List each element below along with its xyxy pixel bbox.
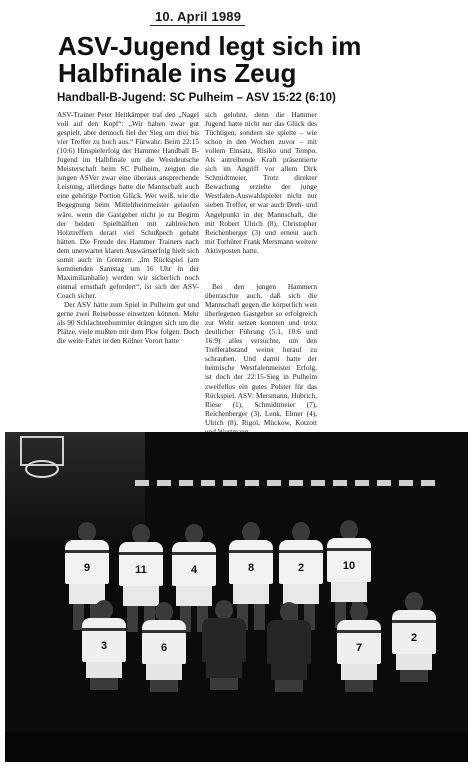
- team-photo: [5, 432, 468, 762]
- player-front-row: 3: [80, 600, 128, 690]
- paragraph: ASV-Trainer Peter Heitkämper traf den „Nagel voll auf den Kopf“: „Wir haben zwar gut gespielt, aber dennoch fiel der Sieg um drei bis vier Treffer zu hoch aus.“ Fürwahr: Beim 22:15 (10:6) Hinspielerfolg der Hammer Handball B-Jugend im Halbfinale um die Westdeutsche Meisterschaft beim SC Pulheim, zeigten die jungen ASVer zwar eine überaus ansprechende Leistung, allerdings hatte die Mannschaft auch eine gehörige Portion Glück. Wer weiß, wie die Begegnung beim Mittelrheinmeister gelaufen wäre, wenn die Gastgeber nicht je zu Beginn der beiden Spielhälften mit zahlreichen Holztreffern derart viel Schußpech gehabt hätten. Die Freude des Hammer Trainers nach dem unerwartet klaren Auswärtserfolg hielt sich somit auch in Grenzen. „Im Rückspiel (am kommenden Samstag um 16 Uhr in der Maximilianhalle) werden wir sicherlich noch einmal ernsthaft gefordert“, ist sich der ASV-Coach sicher.: [57, 110, 199, 300]
- player-back-row: 10: [325, 520, 373, 630]
- headline: ASV-Jugend legt sich im Halbfinale ins Zeug: [58, 31, 362, 88]
- player-back-row: 8: [227, 522, 275, 632]
- subheadline: Handball-B-Jugend: SC Pulheim – ASV 15:22 (6:10): [57, 92, 336, 104]
- paragraph: Bei den jungen Hammern überraschte auch, daß sich die Mannschaft gegen die körperlich weit überlegenen Gastgeber so erfolgreich zur Wehr setzen konnten und trotz deutlicher Führung (5:1, 10:6 und 16:9) alles versuchte, um den Trefferabstand weiter herauf zu schrauben. Und damit hatte der heimische Westfalenmeister Erfolg, ist doch der 22:15-Sieg in Pulheim zweifellos ein gutes Polster für das Rückspiel. ASV: Mersmann, Hubrich, Riese (1), Schmidtmeier (7), Reichenberger (3), Lenk, Elmer (4), Ulrich (8), Rigol, Mückow, Kotzott: [205, 282, 317, 427]
- article-column-3: [205, 282, 317, 436]
- player-front-row: 7: [335, 602, 383, 692]
- gym-wall-stripe: [135, 480, 435, 486]
- date-underline: [150, 25, 245, 26]
- player-back-row: 4: [170, 524, 218, 634]
- player-front-row: 2: [390, 592, 438, 682]
- article-column-2: [205, 110, 317, 255]
- player-back-row: 9: [63, 522, 111, 632]
- basketball-hoop: [25, 460, 59, 478]
- publication-date: 10. April 1989: [155, 9, 242, 24]
- paragraph: sich gelohnt, denn die Hammer Jugend hatte nicht nur das Glück des Tüchtigen, sondern sie spielte – wie schon in den Wochen zuvor – mit vollem Einsatz, Risiko und Tempo. Als antreibende Kraft präsentierte sich im Angriff vor allem Dirk Schmidtmeier. Trotz direkter Bewachung erzielte der junge Westfalen-Auswahlspieler nicht nur sieben Treffer, er war auch Dreh- und Angelpunkt in der Mannschaft, die mit Robert Ulrich (8), Christopher Reichenberger (3) und erneut auch mit Torhüter Frank Mersmann weitere Aktivposten hatte.: [205, 110, 317, 255]
- player-back-row: 11: [117, 524, 165, 634]
- paragraph: Der ASV hätte zum Spiel in Pulheim gut und gerne zwei Reisebusse einsetzen können. Mehr als 90 Schlachtenbummler drängten sich um die Plätze, viele mußten mit dem Pkw folgen. Doch die weite Fahrt in den Kölner Vorort hatte: [57, 299, 199, 346]
- gym-floor: [5, 732, 468, 762]
- player-front-row: 6: [140, 602, 188, 692]
- goalkeeper: [200, 600, 248, 690]
- goalkeeper: [265, 602, 313, 692]
- article-column-1: [57, 110, 199, 345]
- player-back-row: 2: [277, 522, 325, 632]
